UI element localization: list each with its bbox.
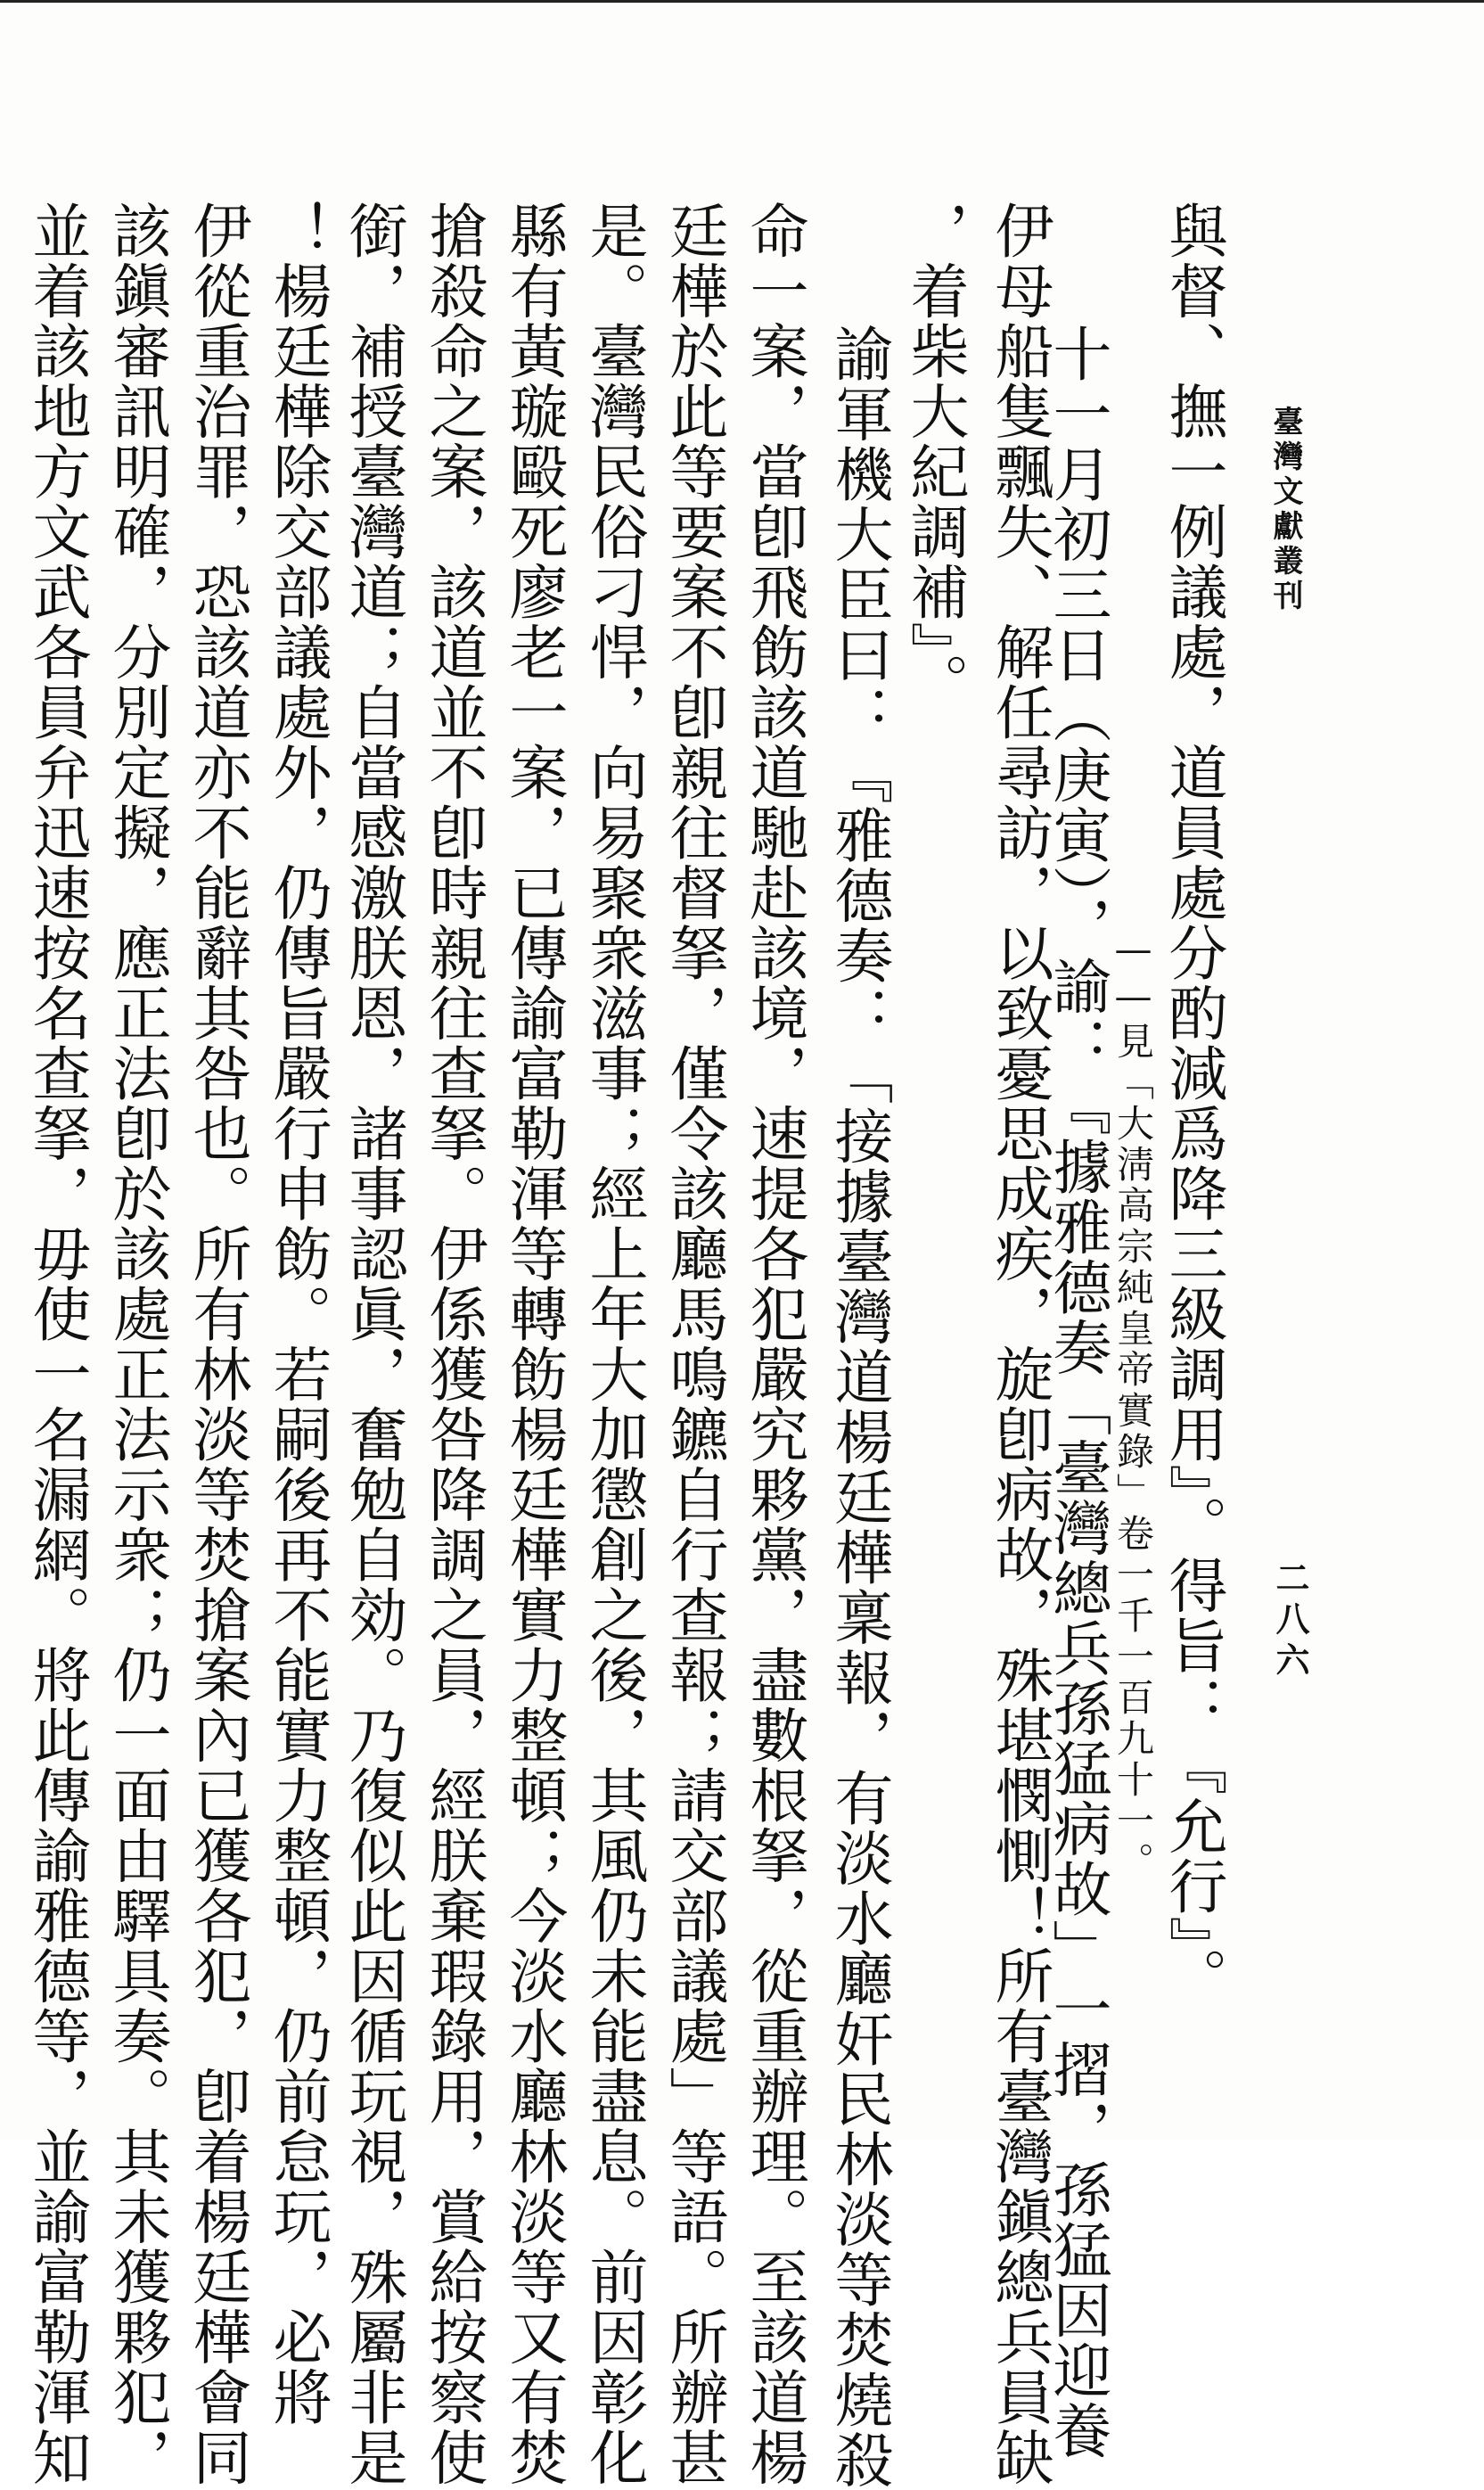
citation-dash: —— bbox=[1111, 927, 1155, 1022]
body-line-5: 諭軍機大臣曰：『雅德奏：「接據臺灣道楊廷樺稟報，有淡水廳奸民林淡等焚燒殺 bbox=[824, 324, 893, 2490]
top-border-rule bbox=[0, 0, 1484, 3]
page-number: 二八六 bbox=[1270, 1560, 1310, 1683]
citation-text: 見「大淸高宗純皇帝實錄」卷一千一百九十一。 bbox=[1111, 1022, 1155, 1883]
body-line-3: ，着柴大紀調補』。 bbox=[900, 201, 969, 713]
body-line-9: 縣有黃璇毆死廖老一案，已傳諭富勒渾等轉飭楊廷樺實力整頓；今淡水廳林淡等又有焚 bbox=[499, 201, 568, 2487]
body-line-6: 命一案，當卽飛飭該道馳赴該境，速提各犯嚴究夥黨，盡數根拏，從重辦理。至該道楊 bbox=[740, 201, 808, 2487]
body-line-8: 是。臺灣民俗刁悍，向易聚衆滋事；經上年大加懲創之後，其風仍未能盡息。前因彰化 bbox=[579, 201, 648, 2487]
body-line-7: 廷樺於此等要案不卽親往督拏，僅令該廳馬鳴鑣自行查報；請交部議處」等語。所辦甚 bbox=[660, 201, 728, 2487]
body-line-11: 銜，補授臺灣道；自當感激朕恩，諸事認眞，奮勉自効。乃復似此因循玩視，殊屬非是 bbox=[339, 201, 407, 2487]
body-line-12: ！楊廷樺除交部議處外，仍傳旨嚴行申飭。若嗣後再不能實力整頓，仍前怠玩，必將 bbox=[263, 201, 332, 2428]
body-line-10: 搶殺命之案，該道並不卽時親往查拏。伊係獲咎降調之員，經朕棄瑕錄用，賞給按察使 bbox=[419, 201, 488, 2487]
running-head: 臺灣文獻叢刊 bbox=[1267, 406, 1303, 614]
source-citation bbox=[1111, 927, 1155, 1883]
body-line-2: 伊母船隻飄失、解任尋訪，以致憂思成疾，旋卽病故，殊堪憫惻！所有臺灣鎭總兵員缺 bbox=[985, 201, 1054, 2487]
body-line-4: 十一月初三日（庚寅），諭：『據雅德奏「臺灣總兵孫猛病故」一摺，孫猛因迎養 bbox=[1043, 324, 1111, 2461]
body-line-15: 並着該地方文武各員弁迅速按名查拏，毋使一名漏網。將此傳諭雅德等，並諭富勒渾知 bbox=[22, 201, 91, 2487]
body-line-13: 伊從重治罪，恐該道亦不能辭其咎也。所有林淡等焚搶案內已獲各犯，卽着楊廷樺會同 bbox=[183, 201, 251, 2487]
body-line-14: 該鎭審訊明確，分別定擬，應正法卽於該處正法示衆；仍一面由驛具奏。其未獲夥犯， bbox=[102, 201, 171, 2487]
body-line-1: 與督、撫一例議處，道員處分酌減爲降三級調用』。得旨：『允行』。 bbox=[1159, 201, 1227, 2008]
